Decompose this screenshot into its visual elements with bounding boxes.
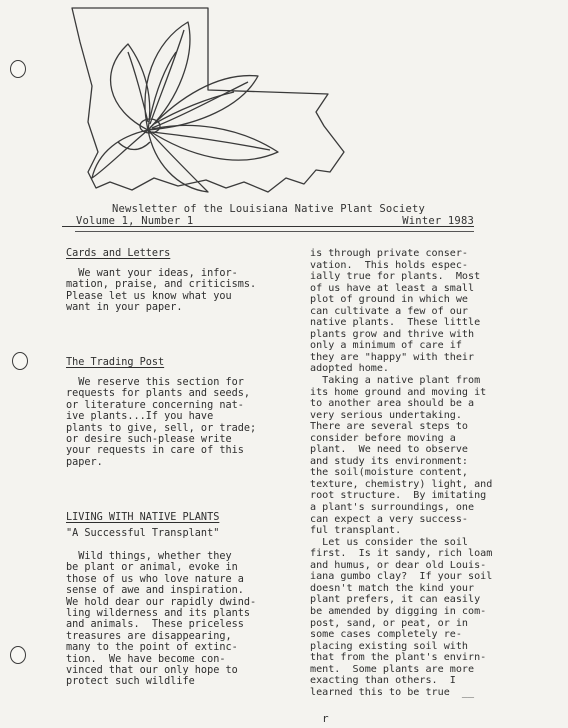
punch-hole-top xyxy=(10,60,26,78)
masthead-rule-bottom xyxy=(75,231,474,232)
volume-number: Volume 1, Number 1 xyxy=(76,215,194,227)
punch-hole-bottom xyxy=(10,646,26,664)
punch-hole-middle xyxy=(12,352,28,370)
issue-season: Winter 1983 xyxy=(402,215,474,227)
trading-post-body: We reserve this section for requests for plants and seeds, or literature concerning nat- ive plants...If you have plants to give, sell, or trade; or desire such-please write your requests in care of this paper. xyxy=(66,377,257,468)
cards-heading: Cards and Letters xyxy=(66,248,171,259)
living-subheading: "A Successful Transplant" xyxy=(66,528,220,539)
living-with-native-plants-heading: LIVING WITH NATIVE PLANTS xyxy=(66,512,220,523)
louisiana-magnolia-logo xyxy=(58,2,358,202)
stray-mark: r xyxy=(322,712,329,725)
cards-body: We want your ideas, infor- mation, praise, and criticisms. Please let us know what you want in your paper. xyxy=(66,268,257,314)
masthead xyxy=(62,203,474,227)
trading-post-heading: The Trading Post xyxy=(66,357,165,368)
newsletter-title: Newsletter of the Louisiana Native Plant Society xyxy=(112,203,426,215)
right-column-body: is through private conser- vation. This holds espec- ially true for plants. Most of us have at least a small plot of ground in which we can cultivate a few of our native plants. These little plants grow and thrive with only a minimum of care if they are "happy" with their adopted home. Taking a native plant from its home ground and moving it to another area should be a very serious undertaking. There are several steps to consider before moving a plant. We need to observe and study its environment: the soil(moisture content, texture, chemistry) light, and root structure. By imitating a plant's surroundings, one can expect a very success- ful transplant. Let us consider the soil first. Is it sandy, rich loam and humus, or dear old Louis- iana gumbo clay? If your soil doesn't match the kind your plant prefers, it can easily be amended by digging in com- post, sand, or peat, or in some cases completely re- placing existing soil with that from the plant's envirn- ment. Some plants are more exacting than others. I learned this to be true __ xyxy=(310,248,493,698)
living-body: Wild things, whether they be plant or animal, evoke in those of us who love nature a sense of awe and inspiration. We hold dear our rapidly dwind- ling wilderness and its plants and animals. These priceless treasures are disappearing, many to the point of extinc- tion. We have become con- vinced that our only hope to protect such wildlife xyxy=(66,551,257,688)
masthead-rule-top xyxy=(62,226,474,227)
